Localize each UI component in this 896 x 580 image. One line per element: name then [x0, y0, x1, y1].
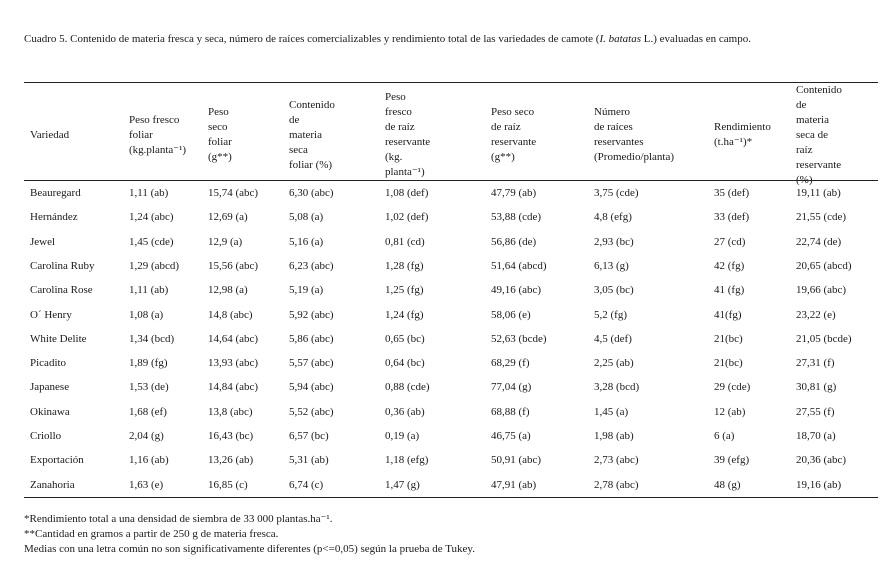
table-cell: 1,24 (fg): [385, 308, 424, 321]
table-cell: 35 (def): [714, 187, 750, 199]
table-cell: 5,52 (abc): [289, 405, 334, 418]
table-cell: 1,28 (fg): [385, 259, 424, 272]
table-row: [0, 474, 896, 498]
variety-name-cell: O´ Henry: [30, 308, 72, 321]
table-cell: 27,31 (f): [796, 357, 835, 370]
table-cell: 1,53 (de): [129, 381, 169, 394]
column-header-8: [796, 83, 842, 186]
table-cell: 6,23 (abc): [289, 259, 334, 272]
table-cell: 5,92 (abc): [289, 308, 334, 321]
table-cell: 16,85 (c): [208, 478, 248, 491]
column-header-2: [208, 100, 232, 170]
table-cell: 1,18 (efg): [385, 454, 429, 467]
table-cell: 1,68 (ef): [129, 405, 167, 418]
table-cell: 52,63 (bcde): [491, 332, 547, 345]
column-header-3: [289, 100, 335, 170]
table-cell: 1,02 (def): [385, 211, 429, 224]
variety-name-cell: Zanahoria: [30, 478, 75, 491]
variety-name-cell: Jewel: [30, 235, 56, 248]
table-cell: 1,98 (ab): [594, 430, 634, 442]
variety-name-cell: Carolina Ruby: [30, 259, 95, 272]
table-cell: 15,74 (abc): [208, 187, 259, 199]
table-cell: 51,64 (abcd): [491, 259, 547, 272]
caption-species: I. batatas: [599, 33, 641, 45]
table-cell: 13,93 (abc): [208, 357, 259, 370]
table-cell: 12 (ab): [714, 405, 746, 418]
column-header-7: [714, 100, 771, 170]
table-cell: 5,31 (ab): [289, 454, 329, 467]
column-header-label: Contenido de materia seca foliar (%): [289, 98, 335, 171]
table-cell: 42 (fg): [714, 259, 745, 272]
note-yield: *Rendimiento total a una densidad de siembra de 33 000 plantas.ha⁻¹.: [24, 513, 333, 525]
table-cell: 1,16 (ab): [129, 454, 169, 467]
table-cell: 68,88 (f): [491, 405, 530, 418]
table-cell: 1,63 (e): [129, 478, 164, 491]
table-cell: 12,9 (a): [208, 235, 243, 248]
column-header-label: Variedad: [30, 128, 70, 141]
table-cell: 33 (def): [714, 211, 750, 224]
table-cell: 18,70 (a): [796, 430, 836, 442]
table-cell: 29 (cde): [714, 381, 751, 394]
table-cell: 16,43 (bc): [208, 430, 254, 442]
table-cell: 2,78 (abc): [594, 478, 639, 491]
column-header-5: [491, 100, 536, 170]
table-caption: [24, 33, 884, 45]
table-cell: 2,25 (ab): [594, 357, 634, 370]
table-cell: 4,5 (def): [594, 332, 632, 345]
table-cell: 1,45 (a): [594, 405, 629, 418]
table-cell: 5,08 (a): [289, 211, 324, 224]
column-header-label: Peso seco foliar (g**): [208, 106, 232, 163]
table-row: [0, 304, 896, 328]
table-cell: 23,22 (e): [796, 308, 836, 321]
column-header-label: Peso fresco foliar (kg.planta⁻¹): [129, 113, 187, 156]
table-cell: 41 (fg): [714, 284, 745, 297]
table-cell: 19,11 (ab): [796, 187, 841, 199]
table-cell: 49,16 (abc): [491, 284, 542, 297]
table-cell: 5,2 (fg): [594, 308, 627, 321]
table-cell: 3,05 (bc): [594, 284, 634, 297]
table-cell: 6,13 (g): [594, 259, 629, 272]
table-cell: 77,04 (g): [491, 381, 532, 394]
table-cell: 53,88 (cde): [491, 211, 542, 224]
table-row: [0, 425, 896, 449]
table-cell: 1,11 (ab): [129, 187, 169, 199]
table-cell: 13,8 (abc): [208, 405, 253, 418]
table-cell: 20,36 (abc): [796, 454, 847, 467]
table-cell: 1,25 (fg): [385, 284, 424, 297]
table-cell: 1,47 (g): [385, 478, 420, 491]
table-cell: 2,04 (g): [129, 430, 164, 442]
table-cell: 41(fg): [714, 308, 742, 321]
table-row: [0, 449, 896, 473]
table-cell: 20,65 (abcd): [796, 259, 852, 272]
variety-name-cell: Carolina Rose: [30, 284, 93, 297]
column-header-0: [30, 100, 69, 170]
caption-prefix: Cuadro 5. Contenido de materia fresca y seca, número de raíces comercializables y rendimiento total de las variedades de camote (: [24, 33, 600, 45]
table-cell: 3,28 (bcd): [594, 381, 640, 394]
table-cell: 68,29 (f): [491, 357, 530, 370]
table-cell: 0,81 (cd): [385, 235, 425, 248]
table-cell: 1,29 (abcd): [129, 259, 180, 272]
table-cell: 4,8 (efg): [594, 211, 632, 224]
variety-name-cell: Criollo: [30, 430, 62, 442]
column-header-label: Peso fresco de raíz reservante (kg. planta⁻¹): [385, 91, 431, 178]
table-cell: 27,55 (f): [796, 405, 835, 418]
table-cell: 1,11 (ab): [129, 284, 169, 297]
table-cell: 0,65 (bc): [385, 332, 425, 345]
table-cell: 2,73 (abc): [594, 454, 639, 467]
table-cell: 6 (a): [714, 430, 735, 442]
column-header-1: [129, 100, 186, 170]
table-cell: 58,06 (e): [491, 308, 531, 321]
table-top-rule: [24, 82, 878, 83]
table-cell: 12,69 (a): [208, 211, 248, 224]
table-cell: 46,75 (a): [491, 430, 531, 442]
table-cell: 21(bc): [714, 357, 743, 370]
variety-name-cell: Picadito: [30, 357, 67, 370]
table-row: [0, 279, 896, 303]
table-cell: 6,57 (bc): [289, 430, 329, 442]
table-cell: 5,57 (abc): [289, 357, 334, 370]
table-cell: 5,16 (a): [289, 235, 324, 248]
table-cell: 56,86 (de): [491, 235, 537, 248]
column-header-label: Rendimiento (t.ha⁻¹)*: [714, 121, 771, 148]
table-cell: 14,8 (abc): [208, 308, 253, 321]
column-header-6: [594, 100, 674, 170]
table-cell: 21,05 (bcde): [796, 332, 852, 345]
table-cell: 47,91 (ab): [491, 478, 537, 491]
table-cell: 48 (g): [714, 478, 741, 491]
table-cell: 3,75 (cde): [594, 187, 639, 199]
column-header-label: Peso seco de raíz reservante (g**): [491, 106, 537, 163]
table-cell: 19,66 (abc): [796, 284, 847, 297]
column-header-4: [385, 91, 431, 178]
table-row: [0, 401, 896, 425]
table-cell: 47,79 (ab): [491, 187, 537, 199]
variety-name-cell: Okinawa: [30, 405, 70, 418]
variety-name-cell: Beauregard: [30, 187, 81, 199]
note-tukey: Medias con una letra común no son significativamente diferentes (p<=0,05) según la prueba de Tukey.: [24, 543, 475, 555]
variety-name-cell: White Delite: [30, 332, 87, 345]
variety-name-cell: Exportación: [30, 454, 84, 467]
table-cell: 2,93 (bc): [594, 235, 634, 248]
table-cell: 1,08 (def): [385, 187, 429, 199]
table-cell: 0,88 (cde): [385, 381, 430, 394]
table-cell: 5,19 (a): [289, 284, 324, 297]
table-row: [0, 376, 896, 400]
table-cell: 27 (cd): [714, 235, 746, 248]
table-cell: 1,89 (fg): [129, 357, 168, 370]
table-cell: 14,64 (abc): [208, 332, 259, 345]
table-cell: 1,24 (abc): [129, 211, 174, 224]
table-cell: 14,84 (abc): [208, 381, 259, 394]
table-cell: 30,81 (g): [796, 381, 837, 394]
table-row: [0, 231, 896, 255]
column-header-label: Contenido de materia seca de raíz reservante (%): [796, 83, 842, 186]
table-row: [0, 182, 896, 206]
table-row: [0, 328, 896, 352]
table-header-rule: [24, 180, 878, 181]
table-cell: 6,30 (abc): [289, 187, 334, 199]
column-header-label: Número de raíces reservantes (Promedio/planta): [594, 106, 675, 163]
table-cell: 39 (efg): [714, 454, 750, 467]
table-bottom-rule: [24, 497, 878, 498]
table-cell: 22,74 (de): [796, 235, 842, 248]
variety-name-cell: Japanese: [30, 381, 70, 394]
table-cell: 13,26 (ab): [208, 454, 254, 467]
table-row: [0, 206, 896, 230]
caption-suffix: L.) evaluadas en campo.: [641, 33, 751, 45]
table-row: [0, 352, 896, 376]
table-cell: 21,55 (cde): [796, 211, 847, 224]
table-cell: 12,98 (a): [208, 284, 248, 297]
table-cell: 0,64 (bc): [385, 357, 425, 370]
table-cell: 1,45 (cde): [129, 235, 174, 248]
table-notes: [24, 512, 475, 557]
table-cell: 1,34 (bcd): [129, 332, 175, 345]
table-row: [0, 255, 896, 279]
table-cell: 6,74 (c): [289, 478, 324, 491]
table-cell: 50,91 (abc): [491, 454, 542, 467]
table-cell: 1,08 (a): [129, 308, 164, 321]
table-cell: 0,36 (ab): [385, 405, 425, 418]
note-dry-weight: **Cantidad en gramos a partir de 250 g de materia fresca.: [24, 528, 279, 540]
table-cell: 15,56 (abc): [208, 259, 259, 272]
table-cell: 19,16 (ab): [796, 478, 842, 491]
variety-name-cell: Hernández: [30, 211, 78, 224]
table-cell: 0,19 (a): [385, 430, 420, 442]
table-cell: 21(bc): [714, 332, 743, 345]
table-cell: 5,94 (abc): [289, 381, 334, 394]
table-cell: 5,86 (abc): [289, 332, 334, 345]
